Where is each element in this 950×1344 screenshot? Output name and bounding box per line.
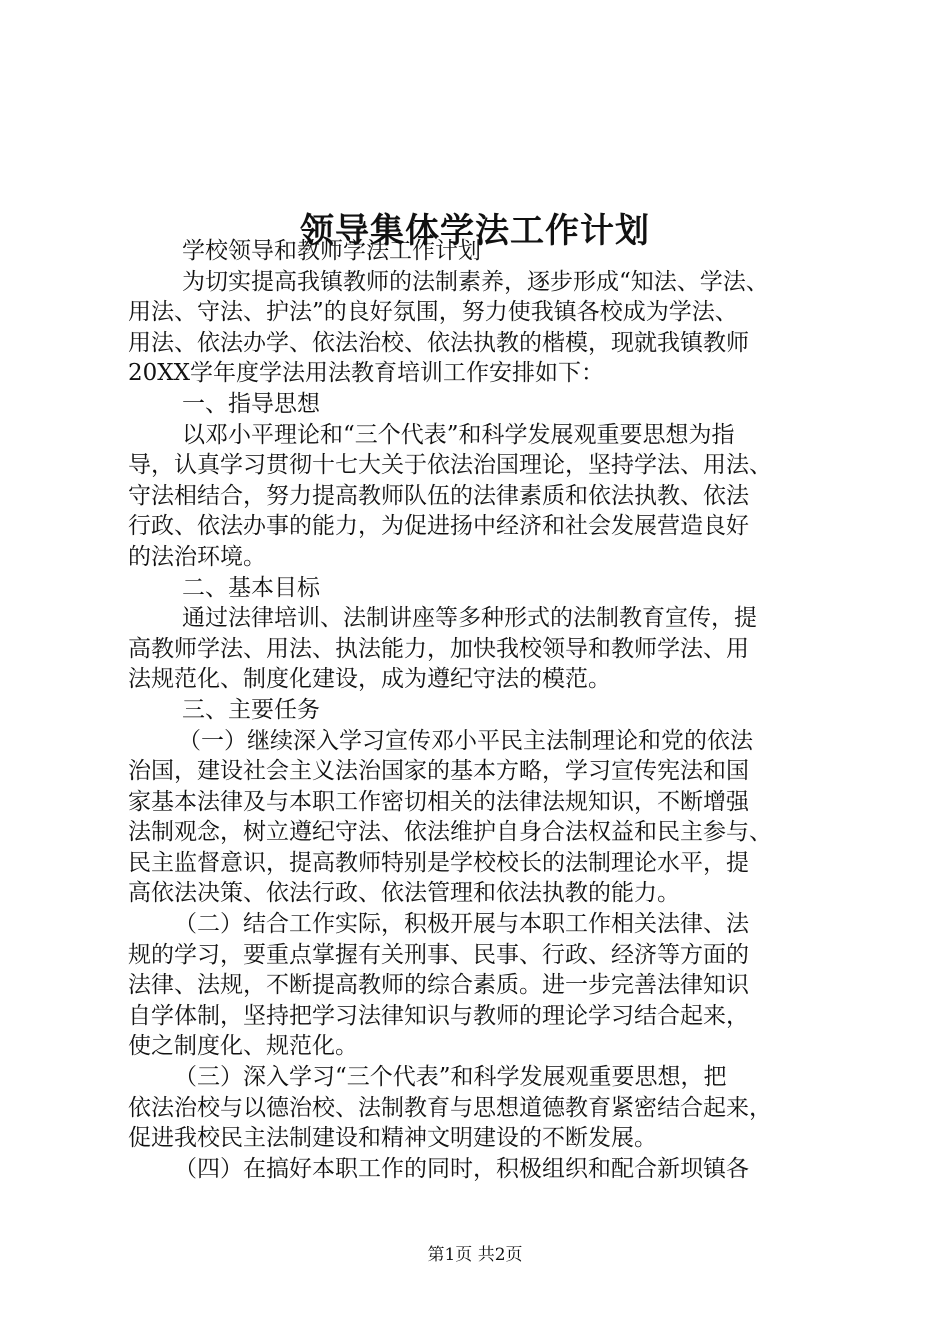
body-line: 法制观念，树立遵纪守法、依法维护自身合法权益和民主参与、 <box>128 819 772 846</box>
body-line: 高教师学法、用法、执法能力，加快我校领导和教师学法、用 <box>128 635 749 662</box>
body-line: 为切实提高我镇教师的法制素养，逐步形成“知法、学法、 <box>182 268 769 295</box>
body-line: 通过法律培训、法制讲座等多种形式的法制教育宣传，提 <box>182 605 757 632</box>
body-line: （四）在搞好本职工作的同时，积极组织和配合新坝镇各 <box>174 1155 749 1182</box>
body-line: 规的学习，要重点掌握有关刑事、民事、行政、经济等方面的 <box>128 941 749 968</box>
body-line: 二、基本目标 <box>182 574 320 601</box>
body-line: 的法治环境。 <box>128 543 266 570</box>
body-line: 法规范化、制度化建设，成为遵纪守法的模范。 <box>128 666 611 693</box>
page-title: 领导集体学法工作计划 <box>300 210 650 251</box>
body-line: 用法、守法、护法”的良好氛围，努力使我镇各校成为学法、 <box>128 299 738 326</box>
body-line: 导，认真学习贯彻十七大关于依法治国理论，坚持学法、用法、 <box>128 452 772 479</box>
body-line: 自学体制，坚持把学习法律知识与教师的理论学习结合起来， <box>128 1002 749 1029</box>
body-line: 法律、法规，不断提高教师的综合素质。进一步完善法律知识 <box>128 972 749 999</box>
body-line: 行政、依法办事的能力，为促进扬中经济和社会发展营造良好 <box>128 513 749 540</box>
body-line: （一）继续深入学习宣传邓小平民主法制理论和党的依法 <box>178 727 753 754</box>
body-line: 治国，建设社会主义法治国家的基本方略，学习宣传宪法和国 <box>128 758 749 785</box>
body-line: 20XX学年度学法用法教育培训工作安排如下： <box>128 360 605 387</box>
body-line: 促进我校民主法制建设和精神文明建设的不断发展。 <box>128 1125 657 1152</box>
page-number-footer: 第1页 共2页 <box>427 1245 523 1265</box>
body-line: 学校领导和教师学法工作计划 <box>182 238 481 264</box>
document-body <box>128 236 840 1184</box>
body-line: （三）深入学习“三个代表”和科学发展观重要思想，把 <box>174 1064 727 1091</box>
body-line: 依法治校与以德治校、法制教育与思想道德教育紧密结合起来， <box>128 1094 772 1121</box>
body-line: 以邓小平理论和“三个代表”和科学发展观重要思想为指 <box>182 421 735 448</box>
body-line: 民主监督意识，提高教师特别是学校校长的法制理论水平，提 <box>128 849 749 876</box>
body-line: 高依法决策、依法行政、依法管理和依法执教的能力。 <box>128 880 680 907</box>
body-line: （二）结合工作实际，积极开展与本职工作相关法律、法 <box>174 911 749 938</box>
body-line: 用法、依法办学、依法治校、依法执教的楷模，现就我镇教师 <box>128 329 749 356</box>
body-line: 守法相结合，努力提高教师队伍的法律素质和依法执教、依法 <box>128 482 749 509</box>
body-line: 一、指导思想 <box>182 390 320 417</box>
body-line: 使之制度化、规范化。 <box>128 1033 358 1060</box>
body-line: 三、主要任务 <box>182 696 320 723</box>
body-line: 家基本法律及与本职工作密切相关的法律法规知识，不断增强 <box>128 788 749 815</box>
